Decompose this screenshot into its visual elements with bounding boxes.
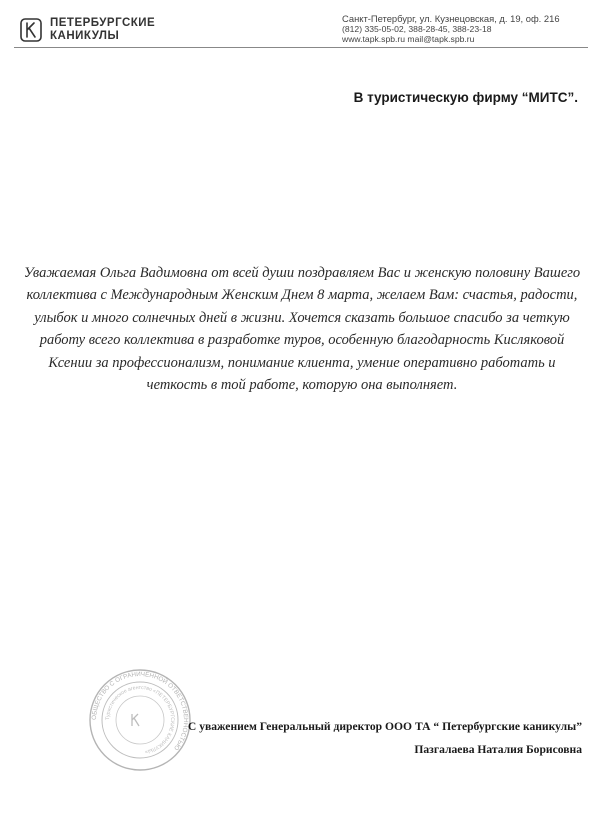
signature-title: С уважением Генеральный директор ООО ТА “ Петербургские каникулы” [187, 720, 582, 733]
body-line: работу всего коллектива в разработке туров, особенную благодарность Кисляковой [39, 332, 565, 349]
company-name-line2: КАНИКУЛЫ [50, 30, 120, 42]
company-web-email: www.tapk.spb.ru mail@tapk.spb.ru [342, 34, 475, 44]
letterhead-divider [14, 47, 588, 48]
addressee: В туристическую фирму “МИТС”. [353, 90, 578, 105]
letter-body [22, 262, 582, 396]
company-address: Санкт-Петербург, ул. Кузнецовская, д. 19, оф. 216 [342, 13, 560, 24]
body-line: четкость в той работе, которую она выполняет. [146, 377, 458, 394]
company-phones: (812) 335-05-02, 388-28-45, 388-23-18 [342, 24, 492, 34]
signature-block [188, 720, 582, 756]
signatory-name: Пазгалаева Наталия Борисовна [414, 743, 582, 756]
body-line: Уважаемая Ольга Вадимовна от всей души поздравляем Вас и женскую половину Вашего [23, 265, 581, 281]
company-stamp [88, 668, 192, 772]
body-line: коллектива с Международным Женским Днем 8 марта, желаем Вам: счастья, радости, [26, 287, 578, 304]
letterhead [14, 12, 588, 48]
company-logo-icon [20, 18, 42, 42]
stamp-inner-text: Туристическое агентство «ПЕТЕРБУРГСКИЕ КАНИКУЛЫ» [104, 684, 176, 755]
stamp-logo-icon [132, 714, 139, 726]
company-contacts [342, 14, 560, 44]
company-name [50, 17, 155, 43]
company-name-line1: ПЕТЕРБУРГСКИЕ [50, 17, 156, 29]
body-line: Ксении за профессионализм, понимание клиента, умение оперативно работать и [48, 354, 556, 371]
body-line: улыбок и много солнечных дней в жизни. Хочется сказать большое спасибо за четкую [34, 309, 570, 326]
stamp-outer-text: ОБЩЕСТВО С ОГРАНИЧЕННОЙ ОТВЕТСТВЕННОСТЬЮ [90, 670, 190, 752]
